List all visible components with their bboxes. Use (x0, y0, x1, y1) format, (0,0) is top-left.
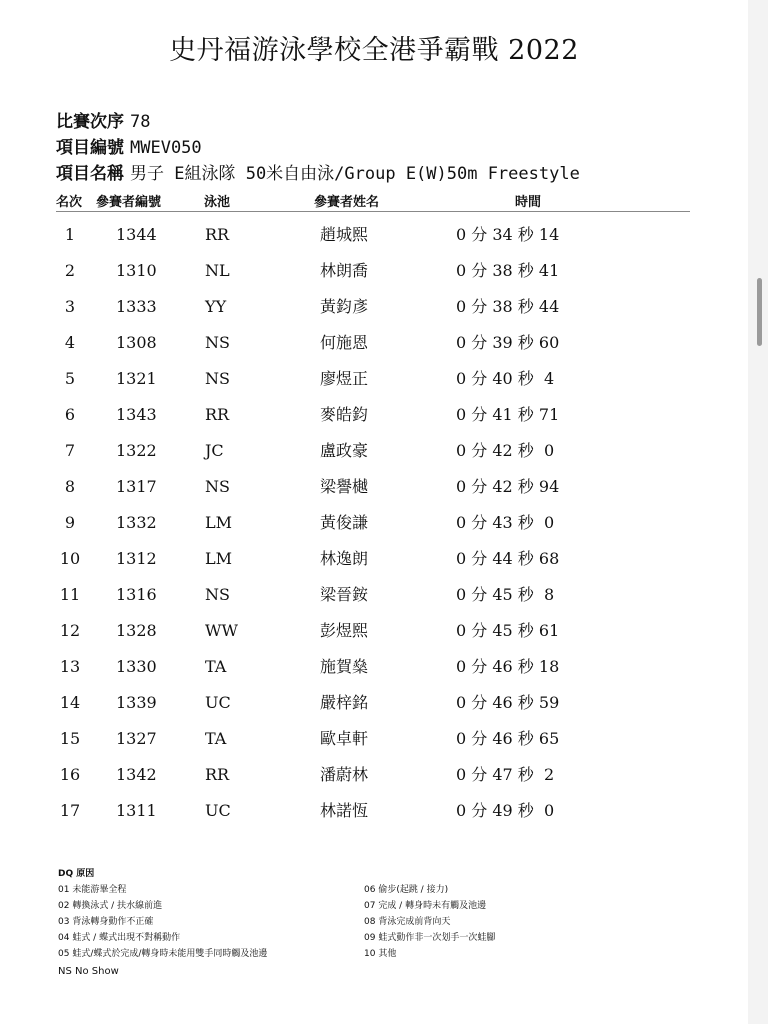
name-cell: 施賀燊 (320, 657, 369, 676)
pool-cell: UC (205, 801, 231, 820)
dq-item: 08 背泳完成前背向天 (364, 917, 451, 927)
table-row (0, 477, 748, 513)
no-show-note: NS No Show (58, 966, 119, 977)
rank-cell: 8 (64, 477, 76, 496)
name-cell: 梁晉銨 (320, 585, 369, 604)
rank-cell: 3 (64, 297, 76, 316)
header-name: 參賽者姓名 (314, 195, 380, 210)
dq-item: 06 偷步(起跳 / 接力) (364, 885, 449, 895)
table-row (0, 729, 748, 765)
name-cell: 林逸朗 (320, 549, 369, 568)
event-name (56, 159, 580, 184)
time-cell: 0 分 46 秒 65 (456, 729, 560, 748)
table-row (0, 441, 748, 477)
pool-cell: TA (205, 657, 227, 676)
pool-cell: WW (205, 621, 238, 640)
table-row (0, 225, 748, 261)
header-time: 時間 (515, 195, 542, 210)
pool-cell: TA (205, 729, 227, 748)
entrant-id-cell: 1330 (116, 657, 157, 676)
pool-cell: LM (205, 513, 233, 532)
entrant-id-cell: 1317 (116, 477, 157, 496)
name-cell: 麥皓鈞 (320, 405, 369, 424)
race-order-label: 比賽次序 (56, 112, 124, 132)
rank-cell: 4 (64, 333, 76, 352)
rank-cell: 16 (59, 765, 81, 784)
page-title: 史丹福游泳學校全港爭霸戰 2022 (169, 35, 579, 66)
entrant-id-cell: 1343 (116, 405, 157, 424)
table-row (0, 693, 748, 729)
rank-cell: 17 (59, 801, 81, 820)
time-cell: 0 分 40 秒 4 (456, 369, 555, 388)
race-order-value: 78 (130, 112, 151, 132)
time-cell: 0 分 49 秒 0 (456, 801, 555, 820)
pool-cell: NS (205, 369, 230, 388)
rank-cell: 15 (59, 729, 81, 748)
time-cell: 0 分 38 秒 44 (456, 297, 560, 316)
pool-cell: YY (205, 297, 227, 316)
entrant-id-cell: 1342 (116, 765, 157, 784)
dq-list-right (364, 882, 495, 962)
rank-cell: 9 (64, 513, 76, 532)
name-cell: 何施恩 (320, 333, 369, 352)
pool-cell: RR (205, 405, 230, 424)
rank-cell: 12 (59, 621, 81, 640)
time-cell: 0 分 41 秒 71 (456, 405, 560, 424)
name-cell: 林諾恆 (320, 801, 369, 820)
scrollbar-thumb[interactable] (757, 278, 762, 346)
pool-cell: NS (205, 333, 230, 352)
time-cell: 0 分 42 秒 0 (456, 441, 555, 460)
entrant-id-cell: 1332 (116, 513, 157, 532)
time-cell: 0 分 45 秒 8 (456, 585, 555, 604)
entrant-id-cell: 1339 (116, 693, 157, 712)
dq-item: 09 蛙式動作非一次划手一次蛙腳 (364, 933, 496, 943)
pool-cell: NL (205, 261, 230, 280)
entrant-id-cell: 1310 (116, 261, 157, 280)
name-cell: 嚴梓銘 (320, 693, 369, 712)
header-entrant-id: 參賽者編號 (96, 195, 162, 210)
time-cell: 0 分 38 秒 41 (456, 261, 560, 280)
event-code-value: MWEV050 (130, 138, 202, 158)
table-row (0, 801, 748, 837)
entrant-id-cell: 1311 (116, 801, 157, 820)
pool-cell: NS (205, 477, 230, 496)
header-rank: 名次 (56, 195, 83, 210)
scrollbar-track[interactable] (748, 0, 768, 1024)
name-cell: 盧政豪 (320, 441, 369, 460)
entrant-id-cell: 1312 (116, 549, 157, 568)
name-cell: 梁譽樾 (320, 477, 369, 496)
event-name-value: 男子 E組泳隊 50米自由泳/Group E(W)50m Freestyle (130, 164, 580, 184)
time-cell: 0 分 34 秒 14 (456, 225, 560, 244)
name-cell: 林朗喬 (320, 261, 369, 280)
time-cell: 0 分 43 秒 0 (456, 513, 555, 532)
table-row (0, 657, 748, 693)
table-row (0, 513, 748, 549)
table-row (0, 585, 748, 621)
name-cell: 黃俊謙 (320, 513, 369, 532)
entrant-id-cell: 1308 (116, 333, 157, 352)
table-row (0, 765, 748, 801)
time-cell: 0 分 46 秒 59 (456, 693, 560, 712)
dq-item: 10 其他 (364, 949, 397, 959)
rank-cell: 14 (59, 693, 81, 712)
dq-list-left (58, 882, 267, 962)
rank-cell: 10 (59, 549, 81, 568)
event-name-label: 項目名稱 (56, 164, 124, 184)
dq-item: 02 轉換泳式 / 扶水線前進 (58, 901, 163, 911)
name-cell: 黃鈞彥 (320, 297, 369, 316)
race-order (56, 107, 150, 132)
time-cell: 0 分 45 秒 61 (456, 621, 560, 640)
dq-item: 07 完成 / 轉身時未有觸及池邊 (364, 901, 487, 911)
dq-item: 03 背泳轉身動作不正確 (58, 917, 154, 927)
header-pool: 泳池 (204, 195, 231, 210)
pool-cell: NS (205, 585, 230, 604)
pool-cell: LM (205, 549, 233, 568)
time-cell: 0 分 39 秒 60 (456, 333, 560, 352)
rank-cell: 6 (64, 405, 76, 424)
pool-cell: RR (205, 765, 230, 784)
dq-item: 05 蛙式/蝶式於完成/轉身時未能用雙手同時觸及池邊 (58, 949, 268, 959)
pool-cell: JC (205, 441, 224, 460)
event-code (56, 133, 202, 158)
entrant-id-cell: 1327 (116, 729, 157, 748)
table-row (0, 549, 748, 585)
time-cell: 0 分 46 秒 18 (456, 657, 560, 676)
dq-item: 04 蛙式 / 蝶式出現不對稱動作 (58, 933, 181, 943)
pool-cell: RR (205, 225, 230, 244)
entrant-id-cell: 1321 (116, 369, 157, 388)
table-row (0, 405, 748, 441)
entrant-id-cell: 1316 (116, 585, 157, 604)
pool-cell: UC (205, 693, 231, 712)
event-code-label: 項目編號 (56, 138, 124, 158)
entrant-id-cell: 1328 (116, 621, 157, 640)
rank-cell: 11 (59, 585, 81, 604)
time-cell: 0 分 44 秒 68 (456, 549, 560, 568)
name-cell: 廖煜正 (320, 369, 369, 388)
rank-cell: 5 (64, 369, 76, 388)
rank-cell: 1 (64, 225, 76, 244)
table-row (0, 621, 748, 657)
name-cell: 趙城熙 (320, 225, 369, 244)
table-row (0, 369, 748, 405)
header-divider (56, 211, 690, 212)
rank-cell: 2 (64, 261, 76, 280)
table-row (0, 261, 748, 297)
rank-cell: 7 (64, 441, 76, 460)
entrant-id-cell: 1344 (116, 225, 157, 244)
dq-item: 01 未能游畢全程 (58, 885, 127, 895)
rank-cell: 13 (59, 657, 81, 676)
name-cell: 潘蔚林 (320, 765, 369, 784)
time-cell: 0 分 42 秒 94 (456, 477, 560, 496)
dq-title: DQ 原因 (58, 869, 95, 879)
name-cell: 彭煜熙 (320, 621, 369, 640)
table-row (0, 297, 748, 333)
table-row (0, 333, 748, 369)
entrant-id-cell: 1322 (116, 441, 157, 460)
time-cell: 0 分 47 秒 2 (456, 765, 555, 784)
entrant-id-cell: 1333 (116, 297, 157, 316)
name-cell: 歐卓軒 (320, 729, 369, 748)
